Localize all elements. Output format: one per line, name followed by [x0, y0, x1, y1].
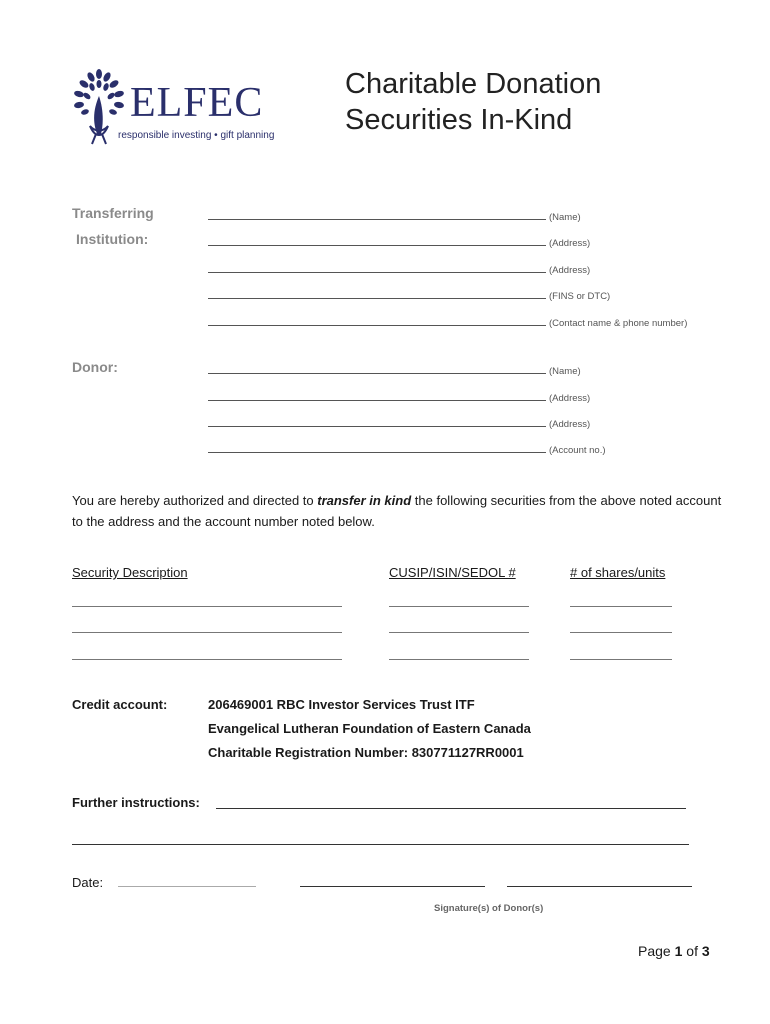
authorization-text [72, 490, 722, 532]
field-line [208, 363, 546, 374]
logo-tagline: responsible investing • gift planning [118, 130, 275, 141]
page-total: 3 [701, 943, 710, 959]
cusip-input[interactable] [389, 606, 529, 607]
security-description-input[interactable] [72, 632, 342, 633]
further-instructions-input[interactable] [216, 808, 686, 809]
shares-input[interactable] [570, 606, 672, 607]
date-input[interactable] [118, 886, 256, 887]
field-line [208, 442, 546, 453]
page-title [345, 66, 601, 138]
security-description-input[interactable] [72, 606, 342, 607]
title-line-2: Securities In-Kind [345, 104, 573, 136]
institution-fins-field[interactable] [208, 286, 610, 304]
charitable-registration: Charitable Registration Number: 830771127RR0001 [208, 745, 524, 760]
credit-account-label: Credit account: [72, 697, 168, 712]
institution-name-field[interactable] [208, 207, 581, 225]
logo-wordmark: ELFEC [130, 80, 264, 126]
title-line-1: Charitable Donation [345, 68, 602, 100]
field-hint: (Name) [549, 212, 581, 223]
field-hint: (Address) [549, 419, 591, 430]
field-hint: (Contact name & phone number) [549, 318, 688, 329]
donor-address-field-2[interactable] [208, 414, 590, 432]
further-instructions-input-2[interactable] [72, 844, 689, 845]
field-line [208, 262, 546, 273]
header-security-description: Security Description [72, 565, 188, 580]
field-hint: (Address) [549, 238, 591, 249]
field-hint: (Account no.) [549, 445, 606, 456]
authorization-emphasis: transfer in kind [317, 493, 412, 508]
transferring-label: Transferring [72, 205, 154, 221]
institution-address-field-2[interactable] [208, 260, 590, 278]
field-line [208, 390, 546, 401]
donor-address-field[interactable] [208, 388, 590, 406]
date-label: Date: [72, 875, 104, 890]
signature-line-1[interactable] [300, 886, 485, 887]
logo [70, 68, 285, 148]
signature-line-2[interactable] [507, 886, 692, 887]
institution-contact-field[interactable] [208, 313, 687, 331]
field-hint: (Address) [549, 265, 591, 276]
header-shares: # of shares/units [570, 565, 666, 580]
field-hint: (Address) [549, 393, 591, 404]
signature-caption: Signature(s) of Donor(s) [434, 903, 544, 914]
cusip-input[interactable] [389, 632, 529, 633]
donor-label: Donor: [72, 359, 118, 375]
cusip-input[interactable] [389, 659, 529, 660]
donor-name-field[interactable] [208, 361, 581, 379]
field-line [208, 416, 546, 427]
field-line [208, 209, 546, 220]
field-line [208, 235, 546, 246]
credit-account-line-1: 206469001 RBC Investor Services Trust ITF [208, 697, 475, 712]
shares-input[interactable] [570, 632, 672, 633]
shares-input[interactable] [570, 659, 672, 660]
field-hint: (FINS or DTC) [549, 291, 611, 302]
page-current: 1 [674, 943, 683, 959]
donor-account-field[interactable] [208, 440, 606, 458]
field-hint: (Name) [549, 366, 581, 377]
credit-account-line-2: Evangelical Lutheran Foundation of Eastern Canada [208, 721, 531, 736]
page-prefix: Page [638, 943, 675, 959]
page-number [638, 943, 710, 959]
page-middle: of [682, 943, 702, 959]
authorization-prefix: You are hereby authorized and directed to [72, 493, 318, 508]
institution-address-field[interactable] [208, 233, 590, 251]
field-line [208, 288, 546, 299]
security-description-input[interactable] [72, 659, 342, 660]
field-line [208, 315, 546, 326]
institution-label: Institution: [76, 231, 149, 247]
further-instructions-label: Further instructions: [72, 795, 200, 810]
authorization-suffix: the following securities from the above noted account to the address and the account number noted below. [72, 493, 722, 529]
header-cusip: CUSIP/ISIN/SEDOL # [389, 565, 516, 580]
